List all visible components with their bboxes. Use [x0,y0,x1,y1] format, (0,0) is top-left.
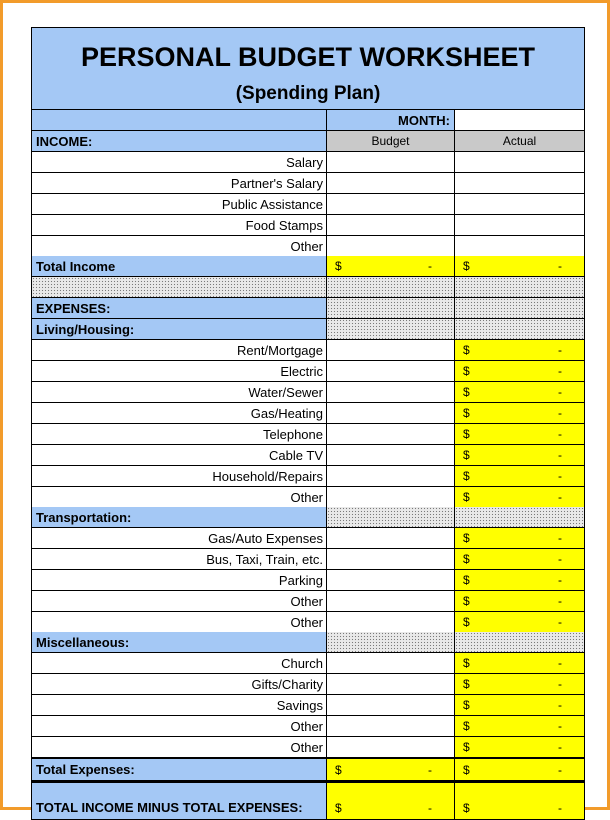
currency-symbol: $ [463,385,470,399]
amount-dash: - [558,615,562,629]
misc-header-row [32,632,584,653]
amount-dash: - [558,469,562,483]
table-row [32,716,584,737]
currency-symbol: $ [463,552,470,566]
worksheet-title: PERSONAL BUDGET WORKSHEET [80,42,536,72]
actual-cell [455,466,584,486]
table-row [32,466,584,487]
currency-symbol: $ [463,469,470,483]
budget-cell[interactable] [327,215,455,235]
amount-dash: - [558,385,562,399]
row-label: Other [32,737,327,757]
actual-cell[interactable] [455,215,584,235]
actual-cell[interactable] [455,194,584,214]
total-expenses-actual [455,759,584,780]
actual-column-header: Actual [455,131,584,151]
amount-dash: - [558,698,562,712]
actual-cell [455,487,584,507]
currency-symbol: $ [463,719,470,733]
table-row [32,695,584,716]
amount-dash: - [558,406,562,420]
spacer-row [32,277,584,298]
spacer-cell [455,507,584,527]
amount-dash: - [558,719,562,733]
budget-cell[interactable] [327,716,455,736]
currency-symbol: $ [463,364,470,378]
actual-cell[interactable] [455,152,584,172]
row-label: Gifts/Charity [32,674,327,694]
actual-cell [455,737,584,757]
amount-dash: - [558,364,562,378]
amount-dash: - [428,259,432,273]
table-row [32,445,584,466]
actual-cell [455,340,584,360]
actual-cell [455,382,584,402]
spacer-cell [455,319,584,339]
row-label: Other [32,716,327,736]
net-budget [327,783,455,819]
amount-dash: - [558,259,562,273]
total-income-row [32,256,584,277]
row-label: Electric [32,361,327,381]
table-row [32,653,584,674]
currency-symbol: $ [463,594,470,608]
expenses-header-row [32,298,584,319]
actual-cell [455,549,584,569]
actual-cell [455,403,584,423]
expenses-header: EXPENSES: [32,298,327,318]
row-label: Partner's Salary [32,173,327,193]
row-label: Salary [32,152,327,172]
actual-cell [455,716,584,736]
row-label: Food Stamps [32,215,327,235]
actual-cell[interactable] [455,173,584,193]
amount-dash: - [558,490,562,504]
currency-symbol: $ [463,698,470,712]
amount-dash: - [558,448,562,462]
row-label: Household/Repairs [32,466,327,486]
budget-cell[interactable] [327,173,455,193]
budget-cell[interactable] [327,487,455,507]
total-income-actual [455,256,584,276]
table-row [32,340,584,361]
actual-cell [455,591,584,611]
amount-dash: - [558,594,562,608]
table-row [32,612,584,632]
transportation-header: Transportation: [32,507,327,527]
budget-cell[interactable] [327,570,455,590]
month-input[interactable] [455,110,584,130]
row-label: Church [32,653,327,673]
budget-cell[interactable] [327,549,455,569]
currency-symbol: $ [463,656,470,670]
total-expenses-budget [327,759,455,780]
table-row [32,424,584,445]
table-row [32,152,584,173]
actual-cell [455,695,584,715]
table-row [32,194,584,215]
net-row [32,781,584,819]
amount-dash: - [558,552,562,566]
month-spacer [32,110,327,130]
actual-cell [455,674,584,694]
budget-cell[interactable] [327,403,455,423]
budget-cell[interactable] [327,737,455,757]
amount-dash: - [558,343,562,357]
currency-symbol: $ [463,677,470,691]
transportation-header-row [32,507,584,528]
currency-symbol: $ [463,531,470,545]
actual-cell [455,653,584,673]
budget-cell[interactable] [327,674,455,694]
amount-dash: - [558,801,562,815]
spacer-cell [327,632,455,652]
spacer-cell [455,277,584,297]
currency-symbol: $ [463,740,470,754]
table-row [32,570,584,591]
spacer-cell [327,507,455,527]
table-row [32,487,584,507]
budget-cell[interactable] [327,445,455,465]
currency-symbol: $ [335,259,342,273]
row-label: Other [32,612,327,632]
currency-symbol: $ [335,801,342,815]
budget-cell[interactable] [327,340,455,360]
amount-dash: - [558,531,562,545]
spacer-cell [327,319,455,339]
table-row [32,674,584,695]
actual-cell[interactable] [455,236,584,256]
budget-cell[interactable] [327,152,455,172]
currency-symbol: $ [463,448,470,462]
amount-dash: - [558,740,562,754]
amount-dash: - [558,677,562,691]
table-row [32,549,584,570]
row-label: Gas/Auto Expenses [32,528,327,548]
currency-symbol: $ [463,427,470,441]
table-row [32,403,584,424]
amount-dash: - [558,762,562,777]
misc-header: Miscellaneous: [32,632,327,652]
budget-cell[interactable] [327,382,455,402]
currency-symbol: $ [463,406,470,420]
net-label: TOTAL INCOME MINUS TOTAL EXPENSES: [32,783,327,819]
month-row [32,110,584,131]
currency-symbol: $ [463,490,470,504]
row-label: Bus, Taxi, Train, etc. [32,549,327,569]
table-row [32,737,584,757]
currency-symbol: $ [463,259,470,273]
amount-dash: - [558,656,562,670]
month-label: MONTH: [327,110,455,130]
amount-dash: - [558,573,562,587]
living-header-row [32,319,584,340]
table-row [32,591,584,612]
row-label: Parking [32,570,327,590]
table-row [32,361,584,382]
total-income-budget [327,256,455,276]
actual-cell [455,612,584,632]
budget-cell[interactable] [327,361,455,381]
budget-cell[interactable] [327,528,455,548]
table-row [32,173,584,194]
worksheet-subtitle: (Spending Plan) [235,83,381,104]
table-row [32,528,584,549]
net-actual [455,783,584,819]
spacer-cell [455,298,584,318]
currency-symbol: $ [463,573,470,587]
spacer-cell [455,632,584,652]
budget-worksheet [31,27,585,820]
budget-cell[interactable] [327,612,455,632]
total-expenses-label: Total Expenses: [32,759,327,780]
amount-dash: - [558,427,562,441]
row-label: Rent/Mortgage [32,340,327,360]
title-block [32,28,584,110]
currency-symbol: $ [335,762,342,777]
budget-cell[interactable] [327,695,455,715]
actual-cell [455,528,584,548]
currency-symbol: $ [463,615,470,629]
currency-symbol: $ [463,801,470,815]
row-label: Water/Sewer [32,382,327,402]
budget-cell[interactable] [327,194,455,214]
spacer-cell [32,277,327,297]
table-row [32,382,584,403]
row-label: Other [32,487,327,507]
total-expenses-row [32,757,584,781]
actual-cell [455,570,584,590]
actual-cell [455,424,584,444]
total-income-label: Total Income [32,256,327,276]
income-header-row [32,131,584,152]
currency-symbol: $ [463,343,470,357]
row-label: Other [32,236,327,256]
budget-cell[interactable] [327,591,455,611]
row-label: Public Assistance [32,194,327,214]
table-row [32,215,584,236]
budget-column-header: Budget [327,131,455,151]
row-label: Savings [32,695,327,715]
amount-dash: - [428,762,432,777]
spacer-cell [327,298,455,318]
income-header: INCOME: [32,131,327,151]
budget-cell[interactable] [327,653,455,673]
actual-cell [455,445,584,465]
row-label: Gas/Heating [32,403,327,423]
row-label: Cable TV [32,445,327,465]
row-label: Other [32,591,327,611]
living-header: Living/Housing: [32,319,327,339]
amount-dash: - [428,801,432,815]
actual-cell [455,361,584,381]
budget-cell[interactable] [327,236,455,256]
row-label: Telephone [32,424,327,444]
currency-symbol: $ [463,762,470,777]
table-row [32,236,584,256]
spacer-cell [327,277,455,297]
budget-cell[interactable] [327,424,455,444]
budget-cell[interactable] [327,466,455,486]
